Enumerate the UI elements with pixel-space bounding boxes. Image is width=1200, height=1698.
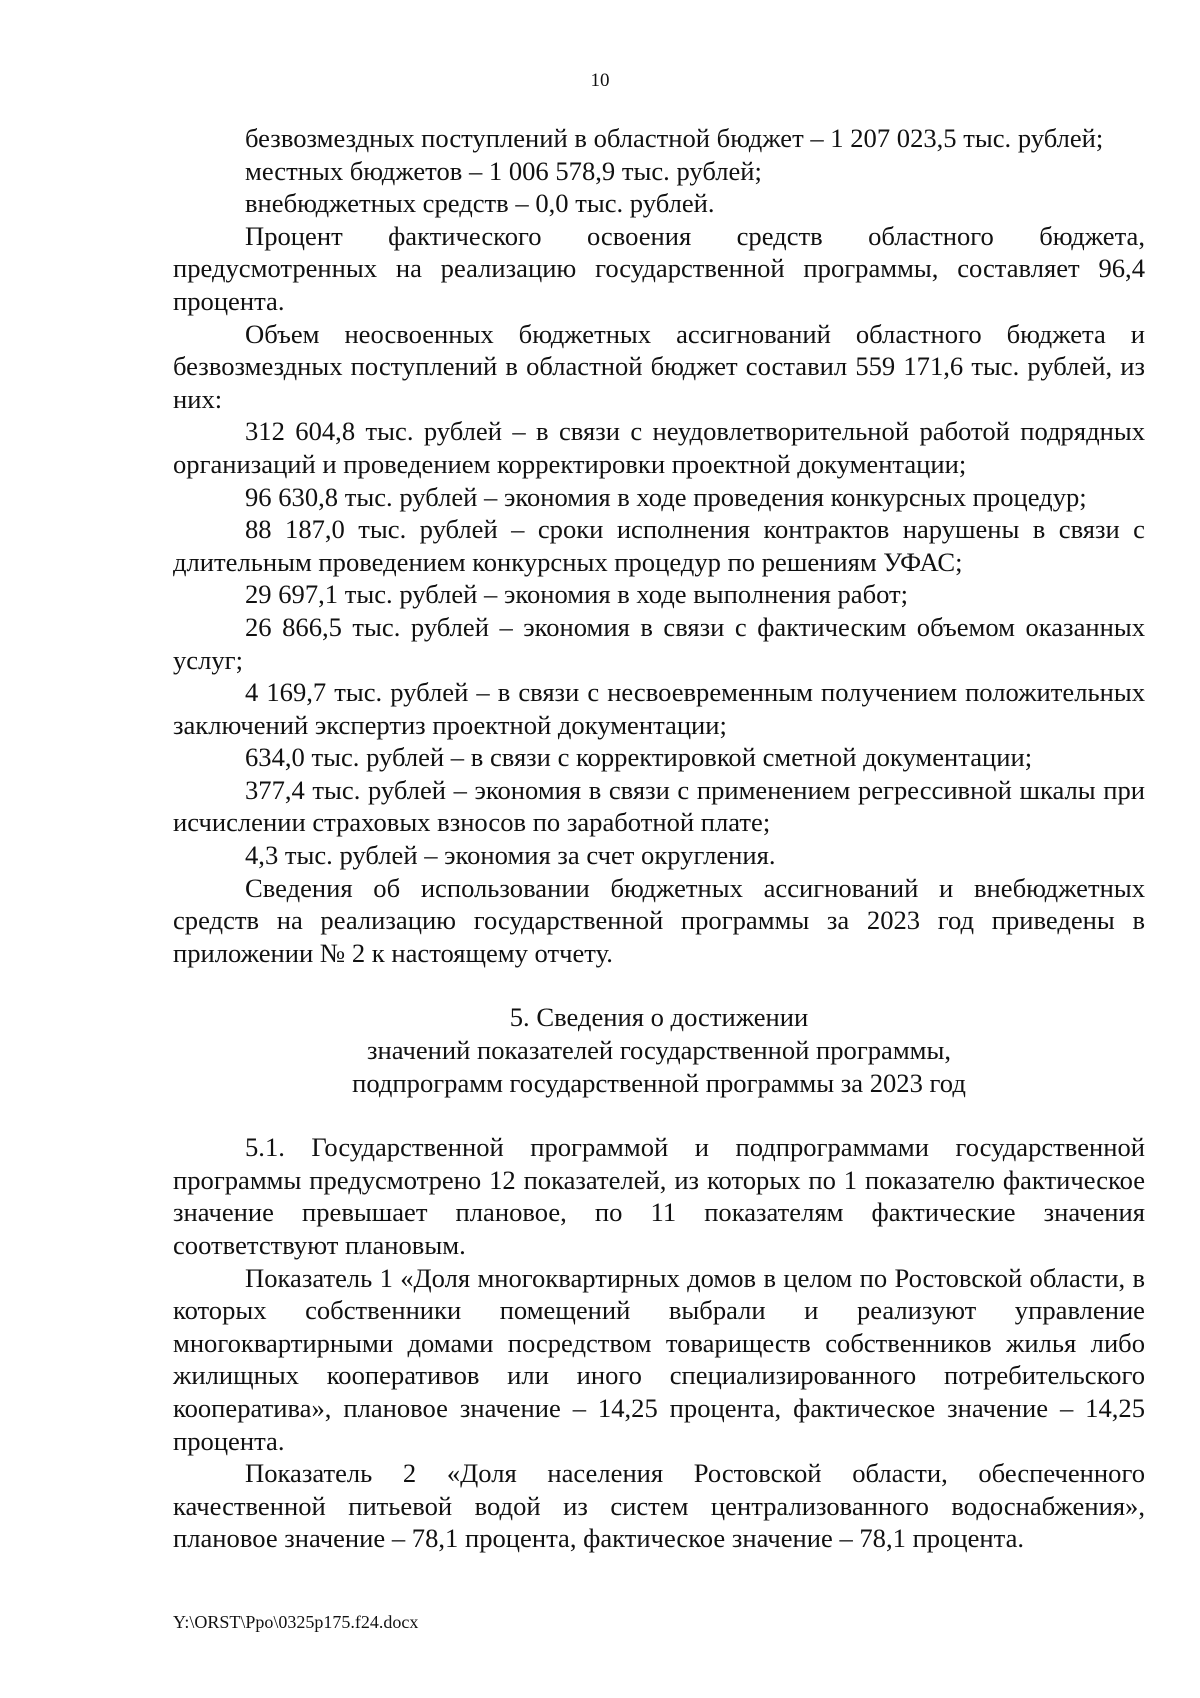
document-body <box>173 122 1145 1555</box>
paragraph-appendix-reference: Сведения об использовании бюджетных ассигнований и внебюджетных средств на реализацию государственной программы за 2023 год приведены в приложении № 2 к настоящему отчету. <box>173 872 1145 968</box>
paragraph-indicators-summary: 5.1. Государственной программой и подпрограммами государственной программы предусмотрено 12 показателей, из которых по 1 показателю фактическое значение превышает плановое, по 11 показателям фактические значения соответствуют плановым. <box>173 1132 1145 1260</box>
list-item-insurance-scale: 377,4 тыс. рублей – экономия в связи с применением регрессивной шкалы при исчислении страховых взносов по заработной плате; <box>173 774 1145 838</box>
paragraph-local-budgets: местных бюджетов – 1 006 578,9 тыс. рублей; <box>245 155 762 186</box>
list-item-tender-savings: 96 630,8 тыс. рублей – экономия в ходе проведения конкурсных процедур; <box>245 481 1087 512</box>
paragraph-indicator-1: Показатель 1 «Доля многоквартирных домов в целом по Ростовской области, в которых собственники помещений выбрали и реализуют управление многоквартирными домами посредством товариществ собственников жилья либо жилищных кооперативов или иного специализированного потребительского кооператива», плановое значение – 14,25 процента, фактическое значение – 14,25 процента. <box>173 1262 1145 1456</box>
footer-file-path: Y:\ORST\Ppo\0325p175.f24.docx <box>173 1612 419 1632</box>
section-heading-line-2: значений показателей государственной программы, <box>366 1035 952 1066</box>
paragraph-unabsorbed-volume: Объем неосвоенных бюджетных ассигнований областного бюджета и безвозмездных поступлений в областной бюджет составил 559 171,6 тыс. рублей, из них: <box>173 318 1145 414</box>
paragraph-indicator-2: Показатель 2 «Доля населения Ростовской области, обеспеченного качественной питьевой водой из систем централизованного водоснабжения», плановое значение – 78,1 процента, фактическое значение – 78,1 процента. <box>173 1458 1145 1554</box>
paragraph-extrabudgetary-funds: внебюджетных средств – 0,0 тыс. рублей. <box>245 188 715 219</box>
paragraph-absorption-percent: Процент фактического освоения средств областного бюджета, предусмотренных на реализацию государственной программы, составляет 96,4 процента. <box>173 220 1145 316</box>
section-heading <box>173 1001 1145 1099</box>
list-item-works-savings: 29 697,1 тыс. рублей – экономия в ходе выполнения работ; <box>245 579 909 610</box>
list-item-rounding: 4,3 тыс. рублей – экономия за счет округления. <box>245 840 776 871</box>
section-heading-line-1: 5. Сведения о достижении <box>509 1002 809 1033</box>
list-item-contractors: 312 604,8 тыс. рублей – в связи с неудовлетворительной работой подрядных организаций и проведением корректировки проектной документации; <box>173 416 1145 479</box>
list-item-contract-deadlines: 88 187,0 тыс. рублей – сроки исполнения контрактов нарушены в связи с длительным проведением конкурсных процедур по решениям УФАС; <box>173 514 1145 577</box>
section-heading-line-3: подпрограмм государственной программы за 2023 год <box>352 1067 966 1098</box>
page-number: 10 <box>590 70 610 91</box>
list-item-estimate-correction: 634,0 тыс. рублей – в связи с корректировкой сметной документации; <box>245 742 1033 773</box>
list-item-services-savings: 26 866,5 тыс. рублей – экономия в связи с фактическим объемом оказанных услуг; <box>173 611 1145 675</box>
paragraph-gratuitous-receipts: безвозмездных поступлений в областной бюджет – 1 207 023,5 тыс. рублей; <box>245 123 1104 153</box>
list-item-expertise-delay: 4 169,7 тыс. рублей – в связи с несвоевременным получением положительных заключений экспертиз проектной документации; <box>173 677 1145 740</box>
